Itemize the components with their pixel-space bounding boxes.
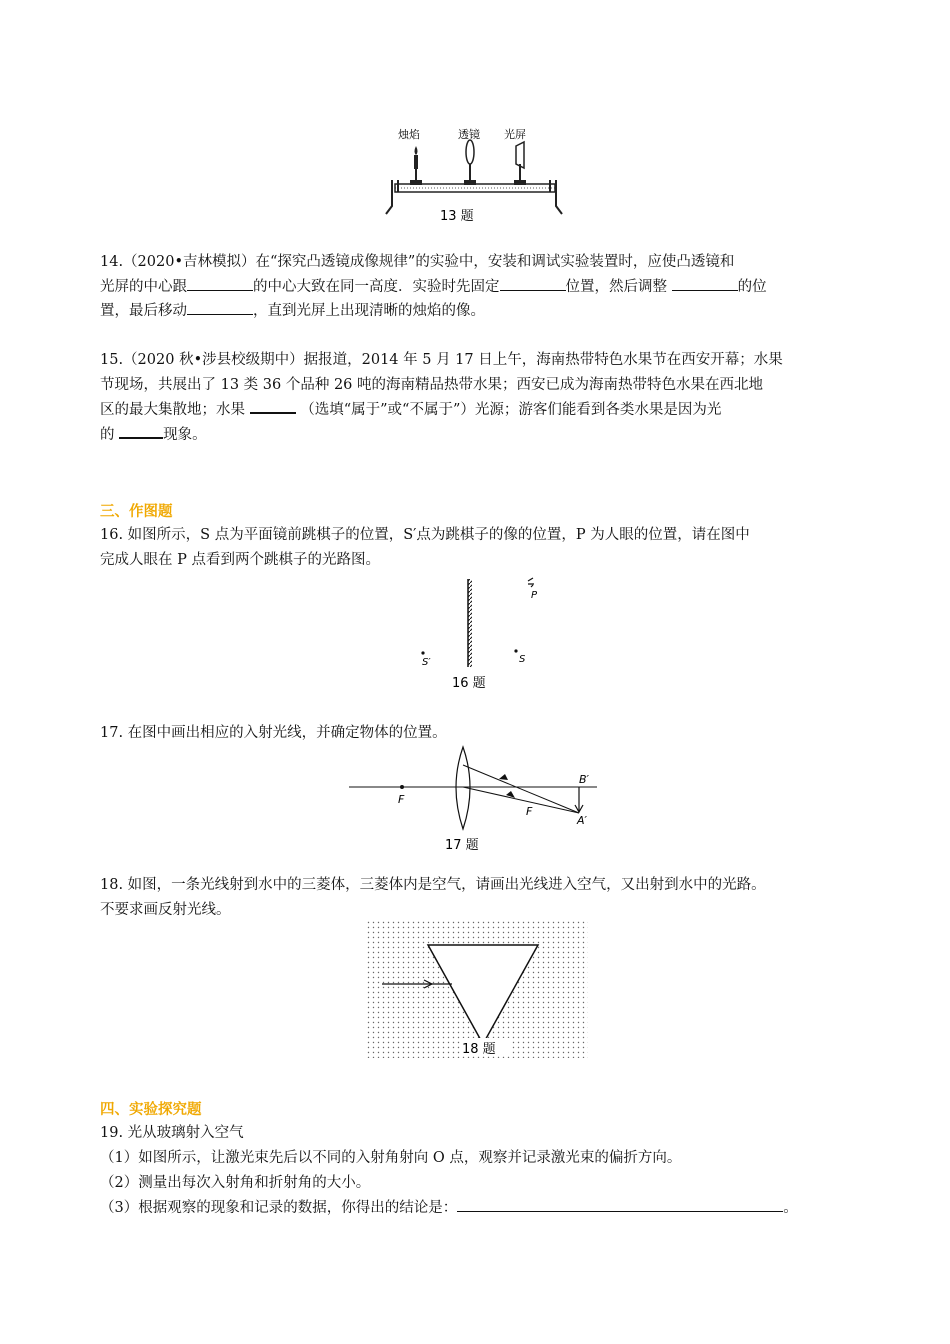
figure-17-convex-lens — [345, 745, 605, 855]
answer-blank-3[interactable] — [672, 276, 738, 291]
lens-icon — [464, 140, 476, 185]
answer-blank-5[interactable] — [250, 398, 296, 414]
label-f-left: F — [398, 793, 405, 806]
point-s-prime — [421, 651, 424, 654]
figure-16-plane-mirror — [410, 575, 550, 695]
refracted-rays — [463, 765, 579, 813]
figure-18-prism-in-water — [366, 920, 588, 1058]
answer-blank-1[interactable] — [187, 276, 253, 291]
q15-line2: 节现场，共展出了 13 类 36 个品种 26 吨的海南精品热带水果；西安已成为海南热带特色水果在西北地 — [100, 377, 764, 393]
q14-line2: 光屏的中心跟 的中心大致在同一高度．实验时先固定 位置，然后调整 的位 — [100, 275, 767, 299]
answer-blank-6[interactable] — [119, 423, 163, 439]
focus-left — [400, 785, 404, 789]
q17-line1: 17. 在图中画出相应的入射光线，并确定物体的位置。 — [100, 725, 447, 741]
screen-icon — [514, 142, 526, 185]
q19-line1: 19. 光从玻璃射入空气 — [100, 1125, 244, 1141]
section-3-heading: 三、作图题 — [100, 504, 173, 520]
answer-blank-7[interactable] — [457, 1197, 783, 1212]
q19-step3: （3）根据观察的现象和记录的数据，你得出的结论是： 。 — [100, 1196, 798, 1220]
optical-bench — [386, 180, 562, 214]
label-b-prime: B′ — [579, 773, 590, 786]
q14-line1: 14.（2020•吉林模拟）在“探究凸透镜成像规律”的实验中，安装和调试实验装置时，应使凸透镜和 — [100, 254, 735, 270]
plane-mirror — [468, 579, 472, 667]
section-4-heading: 四、实验探究题 — [100, 1102, 202, 1118]
figure-13-optical-bench — [380, 120, 570, 225]
q19-step1: （1）如图所示，让激光束先后以不同的入射角射向 O 点，观察并记录激光束的偏折方向。 — [100, 1150, 682, 1166]
point-s — [514, 649, 517, 652]
q18-line1: 18. 如图，一条光线射到水中的三菱体，三菱体内是空气，请画出光线进入空气，又出射到水中的光路。 — [100, 877, 766, 893]
q16-line1: 16. 如图所示，S 点为平面镜前跳棋子的位置，S′点为跳棋子的像的位置，P 为人眼的位置，请在图中 — [100, 527, 750, 543]
fig17-caption: 17 题 — [445, 838, 479, 853]
answer-blank-4[interactable] — [187, 300, 253, 315]
q15-line3: 区的最大集散地；水果 （选填“属于”或“不属于”）光源；游客们能看到各类水果是因为光 — [100, 398, 721, 422]
label-s-prime: S′ — [422, 657, 431, 668]
fig13-label-candle: 烛焰 — [398, 128, 420, 141]
fig18-caption: 18 题 — [462, 1042, 496, 1057]
fig16-caption: 16 题 — [452, 676, 486, 691]
fig13-label-screen: 光屏 — [504, 128, 526, 141]
label-f-right: F — [526, 805, 533, 818]
answer-blank-2[interactable] — [500, 276, 566, 291]
label-s: S — [519, 654, 526, 665]
q16-line2: 完成人眼在 P 点看到两个跳棋子的光路图。 — [100, 552, 380, 568]
q18-line2: 不要求画反射光线。 — [100, 902, 231, 918]
q15-line4: 的 现象。 — [100, 423, 207, 447]
fig13-caption: 13 题 — [440, 209, 474, 224]
candle-icon — [410, 146, 422, 185]
eye-icon — [528, 578, 534, 587]
image-arrow-a-b — [575, 787, 583, 812]
fig13-label-lens: 透镜 — [458, 128, 480, 141]
label-a-prime: A′ — [577, 814, 588, 827]
q14-line3: 置，最后移动 ，直到光屏上出现清晰的烛焰的像。 — [100, 299, 485, 323]
label-p: P — [531, 590, 538, 601]
q19-step2: （2）测量出每次入射角和折射角的大小。 — [100, 1175, 371, 1191]
q15-line1: 15.（2020 秋•涉县校级期中）据报道，2014 年 5 月 17 日上午，海南热带特色水果节在西安开幕；水果 — [100, 352, 783, 368]
